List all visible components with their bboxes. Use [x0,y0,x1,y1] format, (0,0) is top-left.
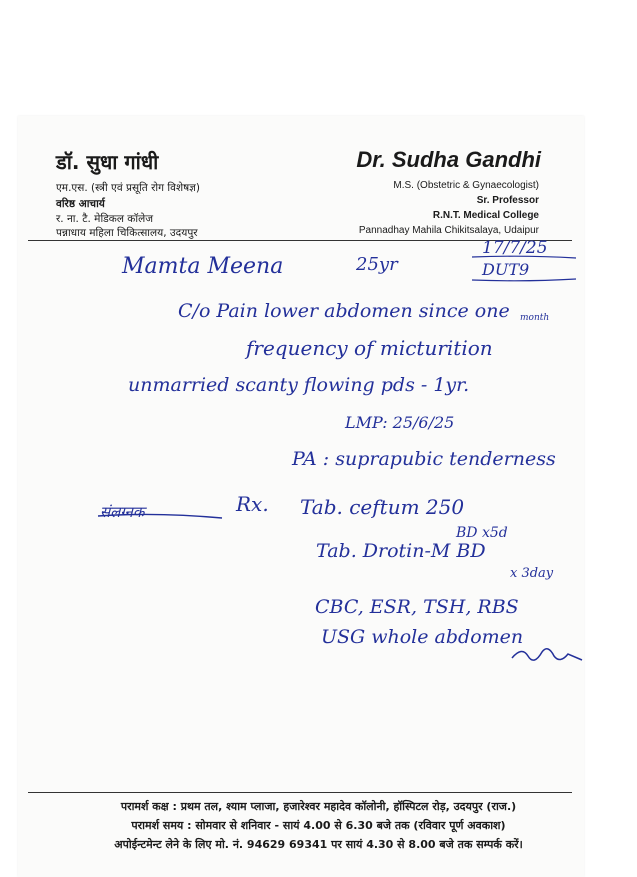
footer-timing: परामर्श समय : सोमवार से शनिवार - सायं 4.00 से 6.30 बजे तक (रविवार पूर्ण अवकाश) [131,819,506,832]
title-hindi: वरिष्ठ आचार्य [56,198,105,210]
strike-through [96,504,226,524]
complaint-line-1: C/o Pain lower abdomen since one [178,300,510,322]
ref-code: DUT9 [482,260,530,279]
ref-underline [470,277,580,283]
college-english: R.N.T. Medical College [432,210,539,221]
patient-name: Mamta Meena [122,254,284,279]
doctor-name-english: Dr. Sudha Gandhi [356,147,541,172]
qualification-hindi: एम.एस. (स्त्री एवं प्रसूति रोग विशेषज्ञ) [56,182,200,194]
footer-appointment: अपोईन्टमेन्ट लेने के लिए मो. नं. 94629 69341 पर सायं 4.30 से 8.00 बजे तक सम्पर्क करें। [114,838,523,851]
date: 17/7/25 [482,238,548,258]
medicine-2: Tab. Drotin-M BD [316,540,486,562]
title-english: Sr. Professor [476,195,539,206]
investigations: CBC, ESR, TSH, RBS [315,596,519,618]
rx-symbol: Rx. [236,492,269,516]
per-abdomen-line: PA : suprapubic tenderness [292,448,556,470]
qualification-english: M.S. (Obstetric & Gynaecologist) [393,180,539,191]
medicine-1-dose: BD x5d [456,525,508,541]
medicine-2-dose: x 3day [510,566,554,581]
footer-divider [28,792,572,793]
history-line: unmarried scanty flowing pds - 1yr. [128,374,470,396]
imaging: USG whole abdomen [321,626,524,648]
college-hindi: र. ना. टै. मेडिकल कॉलेज [56,213,153,225]
hospital-english: Pannadhay Mahila Chikitsalaya, Udaipur [358,225,539,236]
footer-address: परामर्श कक्ष : प्रथम तल, श्याम प्लाजा, हजारेश्वर महादेव कॉलोनी, हॉस्पिटल रोड़, उदयपुर (राज.) [120,800,517,813]
doctor-name-hindi: डॉ. सुधा गांधी [56,150,159,174]
struck-word: संलग्नक [100,503,145,521]
lmp-line: LMP: 25/6/25 [345,413,455,432]
hospital-hindi: पन्नाधाय महिला चिकित्सालय, उदयपुर [56,227,198,239]
complaint-line-2: frequency of micturition [246,336,493,360]
signature [508,642,586,670]
medicine-1: Tab. ceftum 250 [300,495,465,519]
patient-age: 25yr [356,254,398,275]
complaint-line-1-suffix: month [520,313,550,323]
